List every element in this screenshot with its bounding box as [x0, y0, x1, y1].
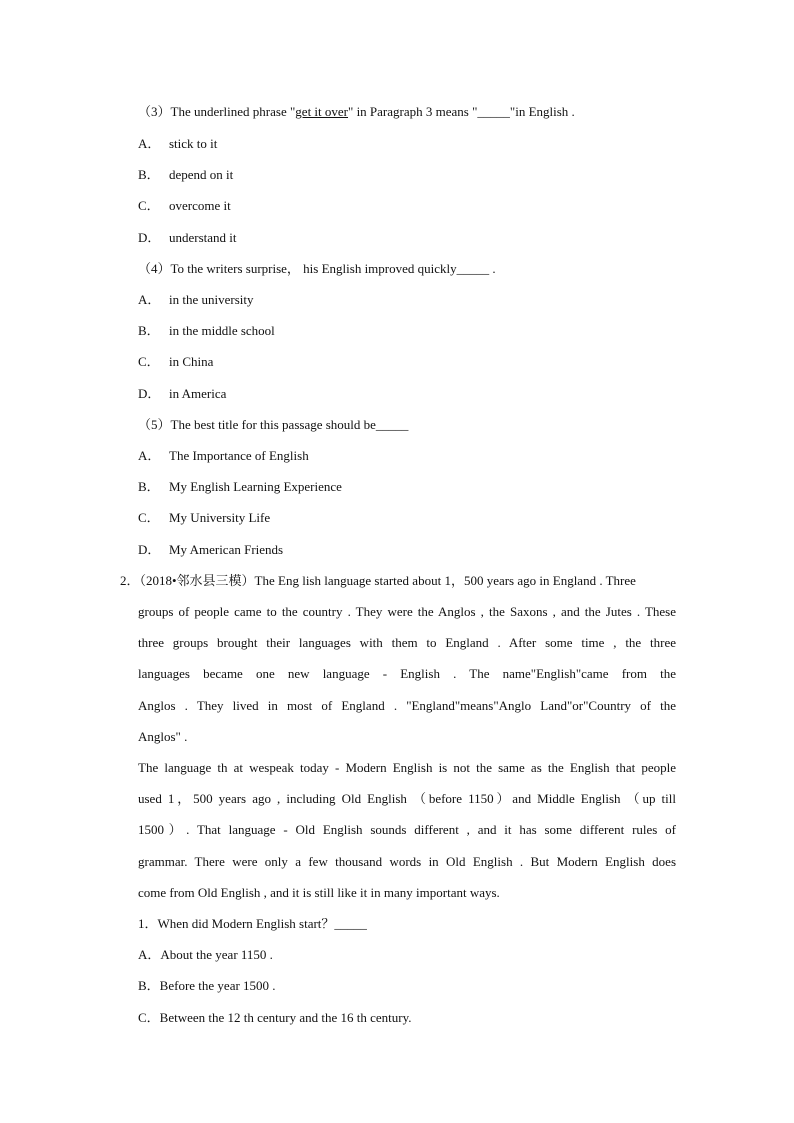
- option-letter: C．: [138, 510, 160, 525]
- question-3-stem-prefix: （3）The underlined phrase ": [138, 104, 296, 119]
- underlined-phrase: get it over: [295, 104, 349, 119]
- option-text: My University Life: [169, 510, 271, 525]
- passage-2-line-2: groups of people came to the country . They were the Anglos , the Saxons , and the Jutes . These: [138, 604, 676, 619]
- passage-2-line-7: The language th at wespeak today - Modern English is not the same as the English that people: [138, 760, 676, 775]
- question-4-option-a: [138, 293, 254, 306]
- question-2-1-option-c: [138, 1011, 412, 1024]
- passage-2-line-11: come from Old English , and it is still like it in many important ways.: [138, 885, 500, 900]
- option-letter: C．: [138, 198, 160, 213]
- passage-2-line-5: Anglos . They lived in most of England . "England"means"Anglo Land"or"Country of the: [138, 698, 676, 713]
- option-letter: B．: [138, 167, 160, 182]
- option-text: in the middle school: [169, 323, 275, 338]
- option-text: overcome it: [169, 198, 231, 213]
- option-text: understand it: [169, 230, 237, 245]
- question-3-option-b: [138, 168, 233, 181]
- question-4-stem: （4）To the writers surprise， his English improved quickly_____ .: [138, 261, 496, 276]
- question-3-option-c: [138, 199, 231, 212]
- option-letter: C．: [138, 1010, 160, 1025]
- option-letter: A．: [138, 292, 161, 307]
- option-letter: B．: [138, 479, 160, 494]
- question-5-stem: （5）The best title for this passage should be_____: [138, 417, 409, 432]
- question-4-option-c: [138, 355, 213, 368]
- question-2-1-stem: 1．When did Modern English start？_____: [138, 916, 367, 931]
- option-letter: D．: [138, 386, 161, 401]
- option-text: My English Learning Experience: [169, 479, 342, 494]
- option-letter: B．: [138, 323, 160, 338]
- question-4-option-b: [138, 324, 275, 337]
- option-text: in America: [169, 386, 227, 401]
- question-4-option-d: [138, 387, 226, 400]
- option-text: Before the year 1500 .: [159, 978, 276, 993]
- question-2-1-option-a: [138, 948, 273, 961]
- question-5-option-c: [138, 511, 270, 524]
- passage-2-line-9: 1500）. That language - Old English sounds different , and it has some different rules of: [138, 822, 676, 837]
- question-5-option-b: [138, 480, 342, 493]
- option-text: About the year 1150 .: [160, 947, 273, 962]
- passage-2-line-3: three groups brought their languages with them to England . After some time , the three: [138, 635, 676, 650]
- passage-2-line-10: grammar. There were only a few thousand words in Old English . But Modern English does: [138, 854, 676, 869]
- option-text: My American Friends: [169, 542, 284, 557]
- option-letter: D．: [138, 542, 161, 557]
- passage-2-line-6: Anglos" .: [138, 729, 188, 744]
- question-5-option-d: [138, 543, 283, 556]
- passage-2-line-1: 2．（2018•邻水县三模）The Eng lish language started about 1，500 years ago in England . Three: [120, 573, 636, 588]
- passage-2-line-8: used 1，500 years ago , including Old English （before 1150）and Middle English （up till: [138, 791, 676, 806]
- option-text: stick to it: [169, 136, 218, 151]
- option-letter: A．: [138, 448, 161, 463]
- option-text: in the university: [169, 292, 254, 307]
- option-letter: C．: [138, 354, 160, 369]
- question-3-option-a: [138, 137, 217, 150]
- question-3-stem: [138, 105, 575, 118]
- question-3-option-d: [138, 231, 237, 244]
- option-letter: A．: [138, 136, 161, 151]
- option-letter: B．: [138, 978, 160, 993]
- option-text: depend on it: [169, 167, 234, 182]
- option-letter: D．: [138, 230, 161, 245]
- option-text: in China: [169, 354, 214, 369]
- option-text: The Importance of English: [169, 448, 309, 463]
- option-text: Between the 12 th century and the 16 th century.: [159, 1010, 412, 1025]
- option-letter: A．: [138, 947, 161, 962]
- question-2-1-option-b: [138, 979, 276, 992]
- question-5-option-a: [138, 449, 309, 462]
- question-3-stem-suffix: " in Paragraph 3 means "_____"in English .: [348, 104, 575, 119]
- passage-2-line-4: languages became one new language - English . The name"English"came from the: [138, 666, 676, 681]
